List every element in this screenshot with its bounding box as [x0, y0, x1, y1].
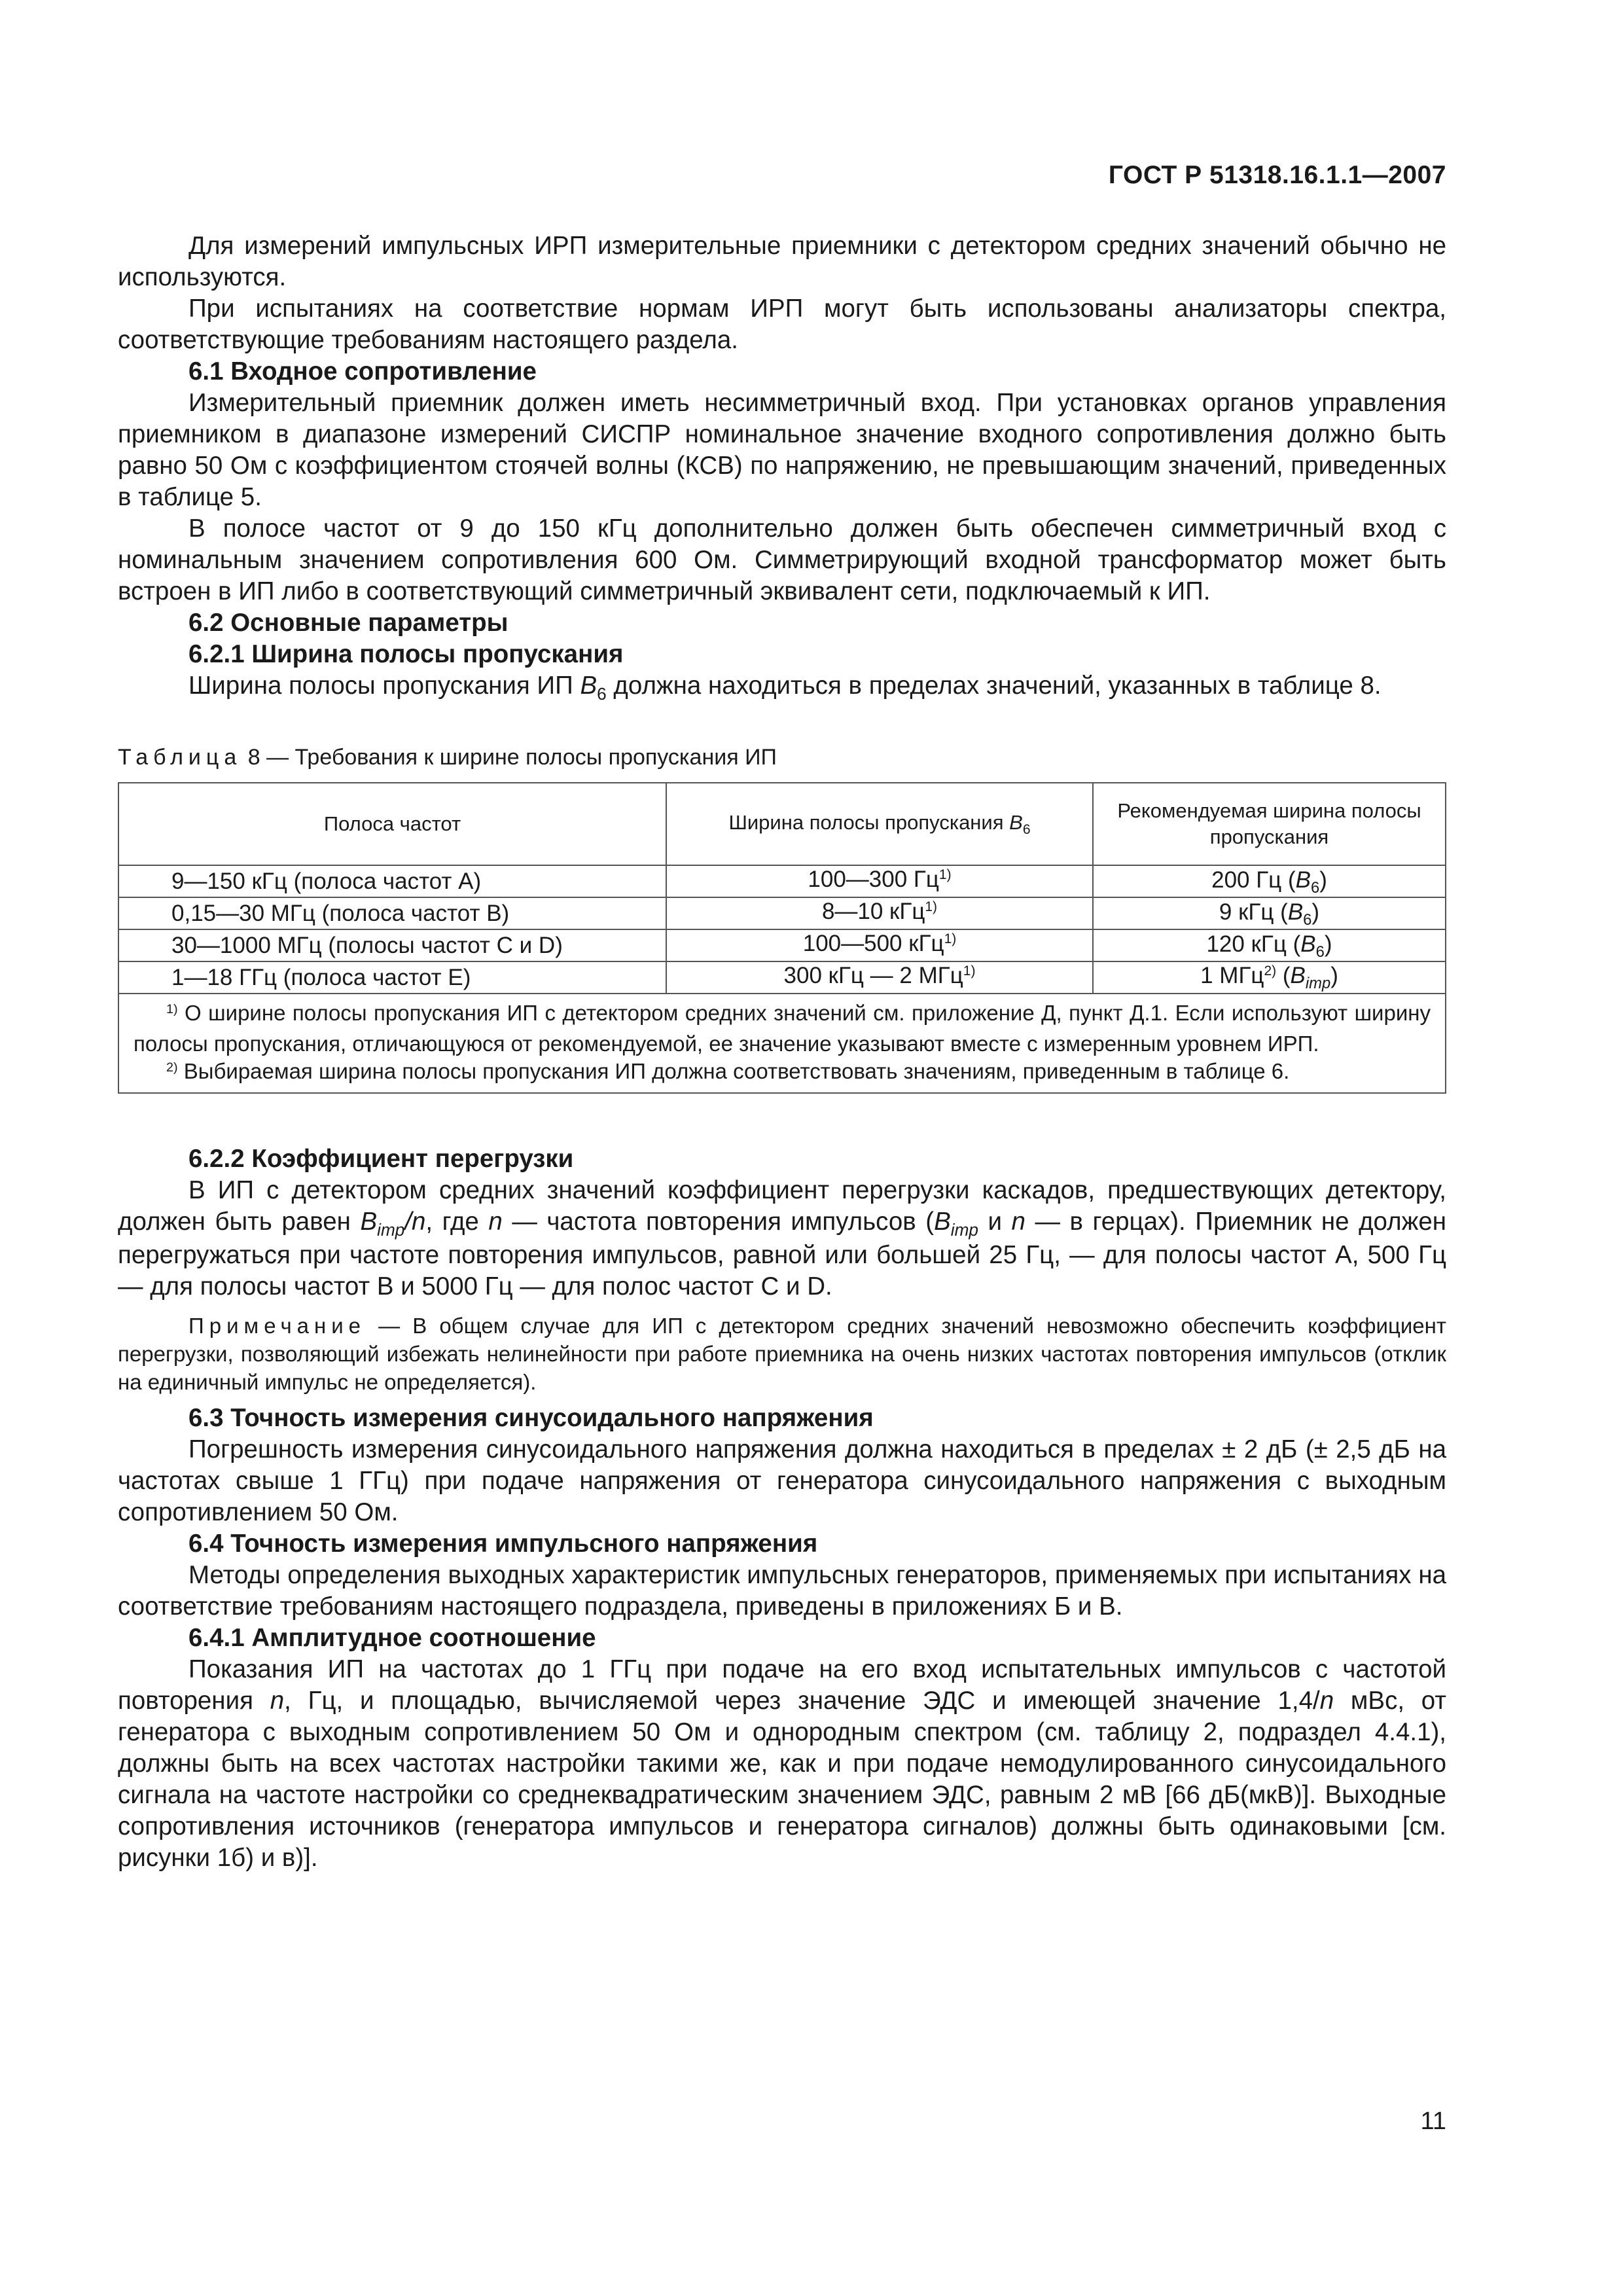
table-footnotes [118, 994, 1446, 1093]
header-bandwidth: Ширина полосы пропускания $B_6$ [666, 783, 1093, 865]
section-6-4-title: 6.4 Точность измерения импульсного напряжения [188, 1530, 818, 1558]
header-recommended-bandwidth: Рекомендуемая ширина полосы пропускания [1093, 783, 1446, 865]
page-number: 11 [1420, 2108, 1446, 2135]
cell-bandwidth: 8—10 кГц$^{1)}$ [666, 897, 1093, 929]
section-6-2-2-title: 6.2.2 Коэффициент перегрузки [188, 1145, 574, 1173]
section-6-4-1-title: 6.4.1 Амплитудное соотношение [188, 1624, 596, 1652]
section-6-2-1-title: 6.2.1 Ширина полосы пропускания [188, 640, 624, 668]
cell-recommended: 200 Гц $(B_6)$ [1093, 865, 1446, 897]
cell-band: 9—150 кГц (полоса частот А) [118, 865, 666, 897]
table-row [118, 865, 1446, 897]
section-6-2-2-paragraph: В ИП с детектором средних значений коэффициент перегрузки каскадов, предшествующих детектору, должен быть равен $B_{imp}/n$, где n — частота повторения импульсов ($B_{imp}$ и n — в герцах). Приемник не должен перегружаться при частоте повторения импульсов, равной или большей 25 Гц, — для полосы частот А, 500 Гц — для полосы частот В и 5000 Гц — для полос частот С и D. [118, 1176, 1447, 1300]
cell-bandwidth: 300 кГц — 2 МГц$^{1)}$ [666, 961, 1093, 994]
cell-recommended: 1 МГц$^{2)}$ $(B_{imp})$ [1093, 961, 1446, 994]
section-6-2-1-paragraph: Ширина полосы пропускания ИП $B_6$ должна находиться в пределах значений, указанных в таблице 8. [188, 672, 1382, 704]
document-code-header: ГОСТ Р 51318.16.1.1—2007 [1108, 161, 1446, 189]
table-footnote-2: $^{2)}$ Выбираемая ширина полосы пропускания ИП должна соответствовать значениям, приведенным в таблице 6. [166, 1059, 1290, 1083]
section-6-3-paragraph: Погрешность измерения синусоидального напряжения должна находиться в пределах ± 2 дБ (± 2,5 дБ на частотах свыше 1 ГГц) при подаче напряжения от генератора синусоидального напряжения с выходным сопротивлением 50 Ом. [118, 1435, 1446, 1526]
table-row [118, 897, 1446, 929]
section-6-2-title: 6.2 Основные параметры [188, 609, 508, 637]
intro-paragraph-2: При испытаниях на соответствие нормам ИРП могут быть использованы анализаторы спектра, соответствующие требованиям настоящего раздела. [118, 295, 1446, 354]
cell-recommended: 9 кГц $(B_6)$ [1093, 897, 1446, 929]
cell-band: 1—18 ГГц (полоса частот Е) [118, 961, 666, 994]
table-8-caption: Таблица 8 — Требования к ширине полосы пропускания ИП [118, 745, 777, 770]
table-header-row [118, 783, 1446, 865]
section-6-1-paragraph-2: В полосе частот от 9 до 150 кГц дополнительно должен быть обеспечен симметричный вход с номинальным значением сопротивления 600 Ом. Симметрирующий входной трансформатор может быть встроен в ИП либо в соответствующий симметричный эквивалент сети, подключаемый к ИП. [118, 514, 1446, 605]
section-6-4-paragraph: Методы определения выходных характеристик импульсных генераторов, применяемых при испытаниях на соответствие требованиям настоящего подраздела, приведены в приложениях Б и В. [118, 1561, 1446, 1621]
cell-bandwidth: 100—300 $Гц^{1)}$ [666, 865, 1093, 897]
section-6-1-title: 6.1 Входное сопротивление [188, 357, 537, 386]
table-row [118, 961, 1446, 994]
header-frequency-band: Полоса частот [118, 783, 666, 865]
section-6-1-paragraph-1: Измерительный приемник должен иметь несимметричный вход. При установках органов управления приемником в диапазоне измерений СИСПР номинальное значение входного сопротивления должно быть равно 50 Ом с коэффициентом стоячей волны (КСВ) по напряжению, не превышающим значений, приведенных в таблице 5. [118, 389, 1446, 511]
section-6-4-1-paragraph: Показания ИП на частотах до 1 ГГц при подаче на его вход испытательных импульсов с частотой повторения n, Гц, и площадью, вычисляемой через значение ЭДС и имеющей значение 1,4/n мВс, от генератора с выходным сопротивлением 50 Ом и однородным спектром (см. таблицу 2, подраздел 4.4.1), должны быть на всех частотах настройки такими же, как и при подаче немодулированного синусоидального сигнала на частоте настройки со среднеквадратическим значением ЭДС, равным 2 мВ [66 дБ(мкВ)]. Выходные сопротивления источников (генератора импульсов и генератора сигналов) должны быть одинаковыми [см. рисунки 1б) и в)]. [118, 1655, 1447, 1872]
table-8 [118, 782, 1446, 1094]
table-footnote-1: $^{1)}$ О ширине полосы пропускания ИП с детектором средних значений см. приложение Д, пункт Д.1. Если используют ширину полосы пропускания, отличающуюся от рекомендуемой, ее значение указывают вместе с измеренным уровнем ИРП. [134, 1001, 1431, 1056]
table-row [118, 929, 1446, 961]
table-footnotes-row [118, 994, 1446, 1093]
cell-band: 0,15—30 МГц (полоса частот В) [118, 897, 666, 929]
cell-bandwidth: 100—500 кГц$^{1)}$ [666, 929, 1093, 961]
section-6-3-title: 6.3 Точность измерения синусоидального напряжения [188, 1404, 874, 1432]
cell-recommended: 120 кГц $(B_6)$ [1093, 929, 1446, 961]
section-6-2-2-note: Примечание — В общем случае для ИП с детектором средних значений невозможно обеспечить коэффициент перегрузки, позволяющий избежать нелинейности при работе приемника на очень низких частотах повторения импульсов (отклик на единичный импульс не определяется). [118, 1314, 1446, 1394]
intro-paragraph-1: Для измерений импульсных ИРП измерительные приемники с детектором средних значений обычно не используются. [118, 232, 1446, 291]
cell-band: 30—1000 МГц (полосы частот С и D) [118, 929, 666, 961]
page-content [118, 230, 1446, 1874]
